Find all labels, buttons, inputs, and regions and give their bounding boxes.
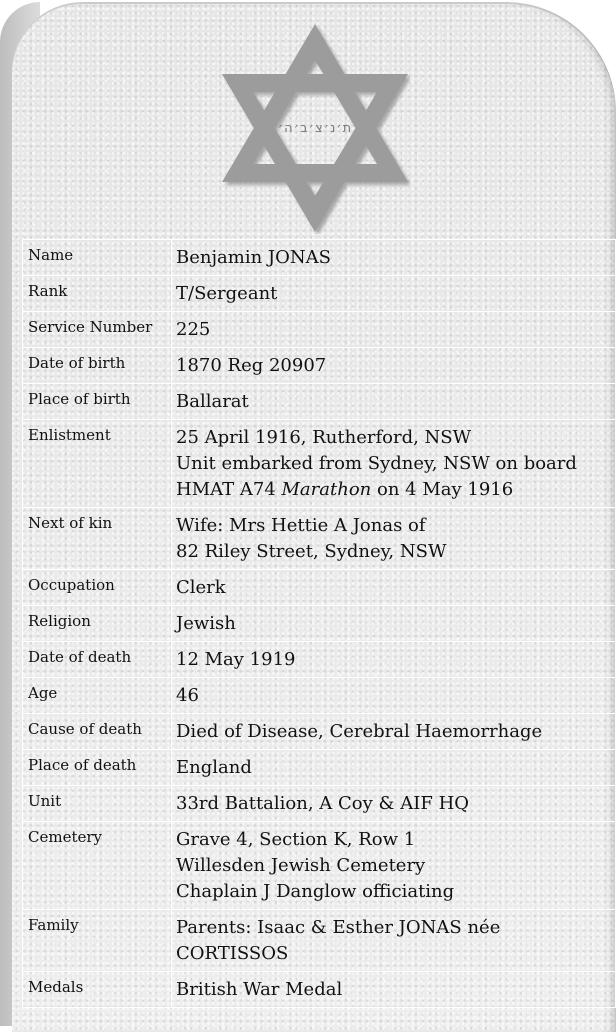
record-value-line: 1870 Reg 20907 — [176, 355, 327, 376]
record-value-line: 225 — [176, 319, 211, 340]
record-value-line: Wife: Mrs Hettie A Jonas of — [176, 515, 426, 536]
hebrew-inscription: ת׳נ׳צ׳ב׳ה׳ — [277, 121, 353, 136]
record-value-line: Willesden Jewish Cemetery — [176, 855, 426, 876]
record-label: Cemetery — [23, 822, 172, 910]
record-label: Name — [23, 240, 172, 276]
record-value — [172, 750, 616, 786]
record-row — [23, 642, 616, 678]
record-row — [23, 972, 616, 1008]
record-row — [23, 312, 616, 348]
record-value-line: Benjamin JONAS — [176, 247, 331, 268]
record-value-line: British War Medal — [176, 979, 343, 1000]
record-row — [23, 384, 616, 420]
ship-line-text: on 4 May 1916 — [371, 479, 514, 500]
record-value — [172, 606, 616, 642]
record-value — [172, 384, 616, 420]
record-value-line: 25 April 1916, Rutherford, NSW — [176, 427, 472, 448]
service-record-table — [22, 239, 616, 1008]
record-row — [23, 606, 616, 642]
record-row — [23, 910, 616, 972]
record-value — [172, 642, 616, 678]
record-row — [23, 348, 616, 384]
record-value-line: Died of Disease, Cerebral Haemorrhage — [176, 721, 543, 742]
record-value — [172, 822, 616, 910]
record-row — [23, 822, 616, 910]
record-value-line: 46 — [176, 685, 199, 706]
record-value — [172, 420, 616, 508]
record-label: Unit — [23, 786, 172, 822]
record-value — [172, 508, 616, 570]
record-value-line: Grave 4, Section K, Row 1 — [176, 829, 416, 850]
record-value-line: England — [176, 757, 252, 778]
record-label: Religion — [23, 606, 172, 642]
record-label: Date of death — [23, 642, 172, 678]
record-label: Date of birth — [23, 348, 172, 384]
record-row — [23, 714, 616, 750]
record-value — [172, 786, 616, 822]
star-of-david-icon — [220, 22, 410, 234]
record-row — [23, 508, 616, 570]
record-label: Cause of death — [23, 714, 172, 750]
record-value-line: Unit embarked from Sydney, NSW on board — [176, 453, 577, 474]
record-value — [172, 276, 616, 312]
record-value-line: T/Sergeant — [176, 283, 278, 304]
record-value — [172, 678, 616, 714]
record-row — [23, 420, 616, 508]
record-row — [23, 678, 616, 714]
record-label: Occupation — [23, 570, 172, 606]
record-value — [172, 972, 616, 1008]
record-row — [23, 240, 616, 276]
record-value-line: Parents: Isaac & Esther JONAS née CORTISSOS — [176, 917, 501, 964]
record-label: Next of kin — [23, 508, 172, 570]
record-value — [172, 312, 616, 348]
record-label: Service Number — [23, 312, 172, 348]
record-label: Family — [23, 910, 172, 972]
record-value — [172, 714, 616, 750]
ship-line-text: HMAT A74 — [176, 479, 282, 500]
record-value-line: 33rd Battalion, A Coy & AIF HQ — [176, 793, 470, 814]
record-value — [172, 348, 616, 384]
record-value — [172, 910, 616, 972]
record-label: Place of birth — [23, 384, 172, 420]
record-value-line — [176, 477, 611, 503]
record-row — [23, 786, 616, 822]
record-value — [172, 240, 616, 276]
record-value-line: 12 May 1919 — [176, 649, 296, 670]
record-row — [23, 570, 616, 606]
record-row — [23, 750, 616, 786]
record-label: Enlistment — [23, 420, 172, 508]
record-value — [172, 570, 616, 606]
record-label: Rank — [23, 276, 172, 312]
record-value-line: Clerk — [176, 577, 226, 598]
record-value-line: 82 Riley Street, Sydney, NSW — [176, 541, 447, 562]
record-value-line: Chaplain J Danglow officiating — [176, 881, 455, 902]
record-label: Place of death — [23, 750, 172, 786]
record-value-line: Ballarat — [176, 391, 249, 412]
record-label: Medals — [23, 972, 172, 1008]
record-row — [23, 276, 616, 312]
ship-name: Marathon — [281, 479, 372, 500]
record-label: Age — [23, 678, 172, 714]
record-value-line: Jewish — [176, 613, 236, 634]
